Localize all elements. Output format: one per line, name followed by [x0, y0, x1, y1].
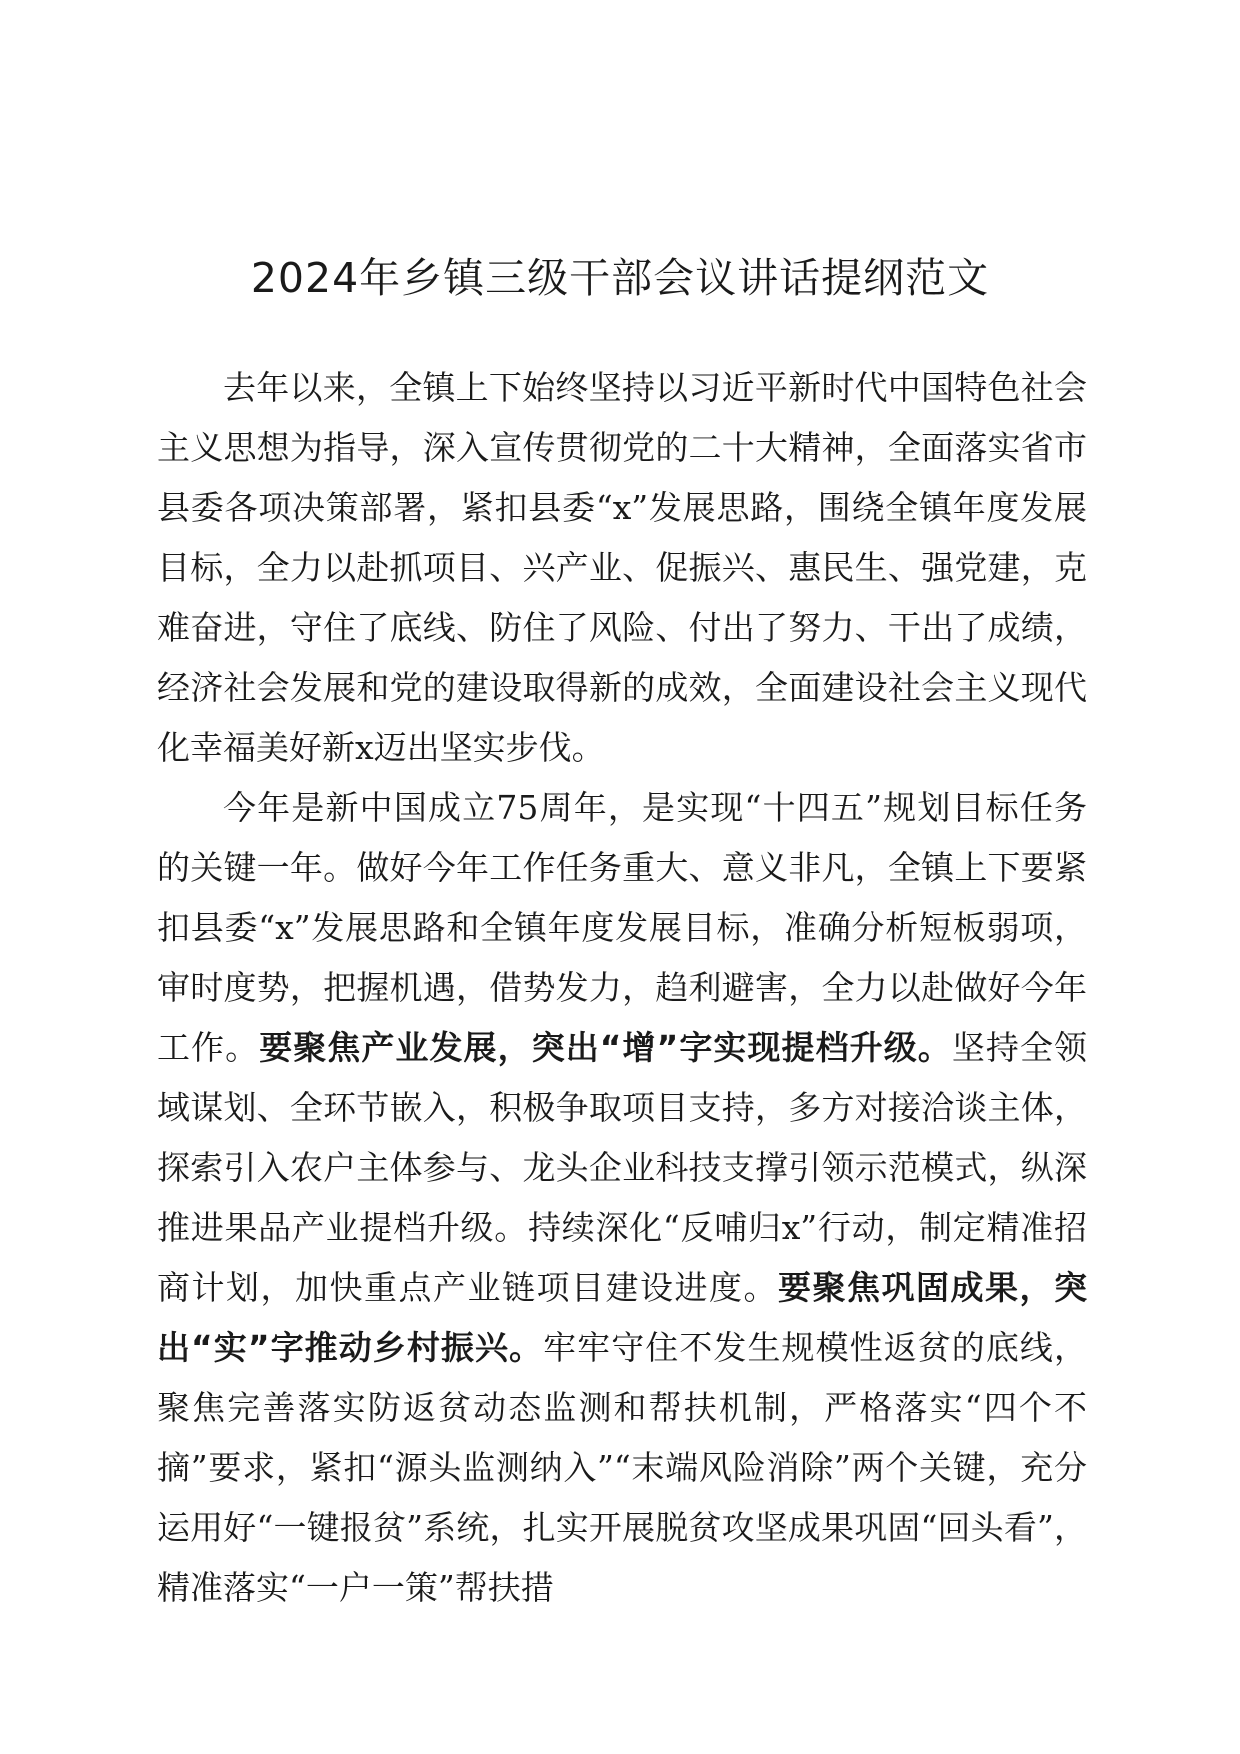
document-title: 2024年乡镇三级干部会议讲话提纲范文: [250, 254, 990, 302]
paragraph-2-text-2: 坚持全领域谋划、全环节嵌入，积极争取项目支持，多方对接洽谈主体，探索引入农户主体参与、龙头企业科技支撑引领示范模式，纵深推进果品产业提档升级。持续深化“反哺归x”行动，制定精准招商计划，加快重点产业链项目建设进度。: [157, 1028, 1088, 1307]
section-heading-consolidation: 要聚焦巩固成果，突出“实”字推动乡村振兴。: [157, 1268, 1087, 1367]
paragraph-2-text-3: 牢牢守住不发生规模性返贫的底线，聚焦完善落实防返贫动态监测和帮扶机制，严格落实“四个不摘”要求，紧扣“源头监测纳入”“末端风险消除”两个关键，充分运用好“一键报贫”系统，扎实开展脱贫攻坚成果巩固“回头看”，精准落实“一户一策”帮扶措: [157, 1328, 1087, 1607]
paragraph-1: 去年以来，全镇上下始终坚持以习近平新时代中国特色社会主义思想为指导，深入宣传贯彻党的二十大精神，全面落实省市县委各项决策部署，紧扣县委“x”发展思路，围绕全镇年度发展目标，全力以赴抓项目、兴产业、促振兴、惠民生、强党建，克难奋进，守住了底线、防住了风险、付出了努力、干出了成绩，经济社会发展和党的建设取得新的成效，全面建设社会主义现代化幸福美好新x迈出坚实步伐。: [157, 368, 1087, 767]
document-body: [157, 358, 1087, 1618]
section-heading-industry: 要聚焦产业发展，突出“增”字实现提档升级。: [259, 1028, 952, 1067]
paragraph-2-text-1: 今年是新中国成立75周年，是实现“十四五”规划目标任务的关键一年。做好今年工作任务重大、意义非凡，全镇上下要紧扣县委“x”发展思路和全镇年度发展目标，准确分析短板弱项，审时度势，把握机遇，借势发力，趋利避害，全力以赴做好今年工作。: [157, 788, 1087, 1067]
paragraph-2: [157, 778, 1087, 1618]
